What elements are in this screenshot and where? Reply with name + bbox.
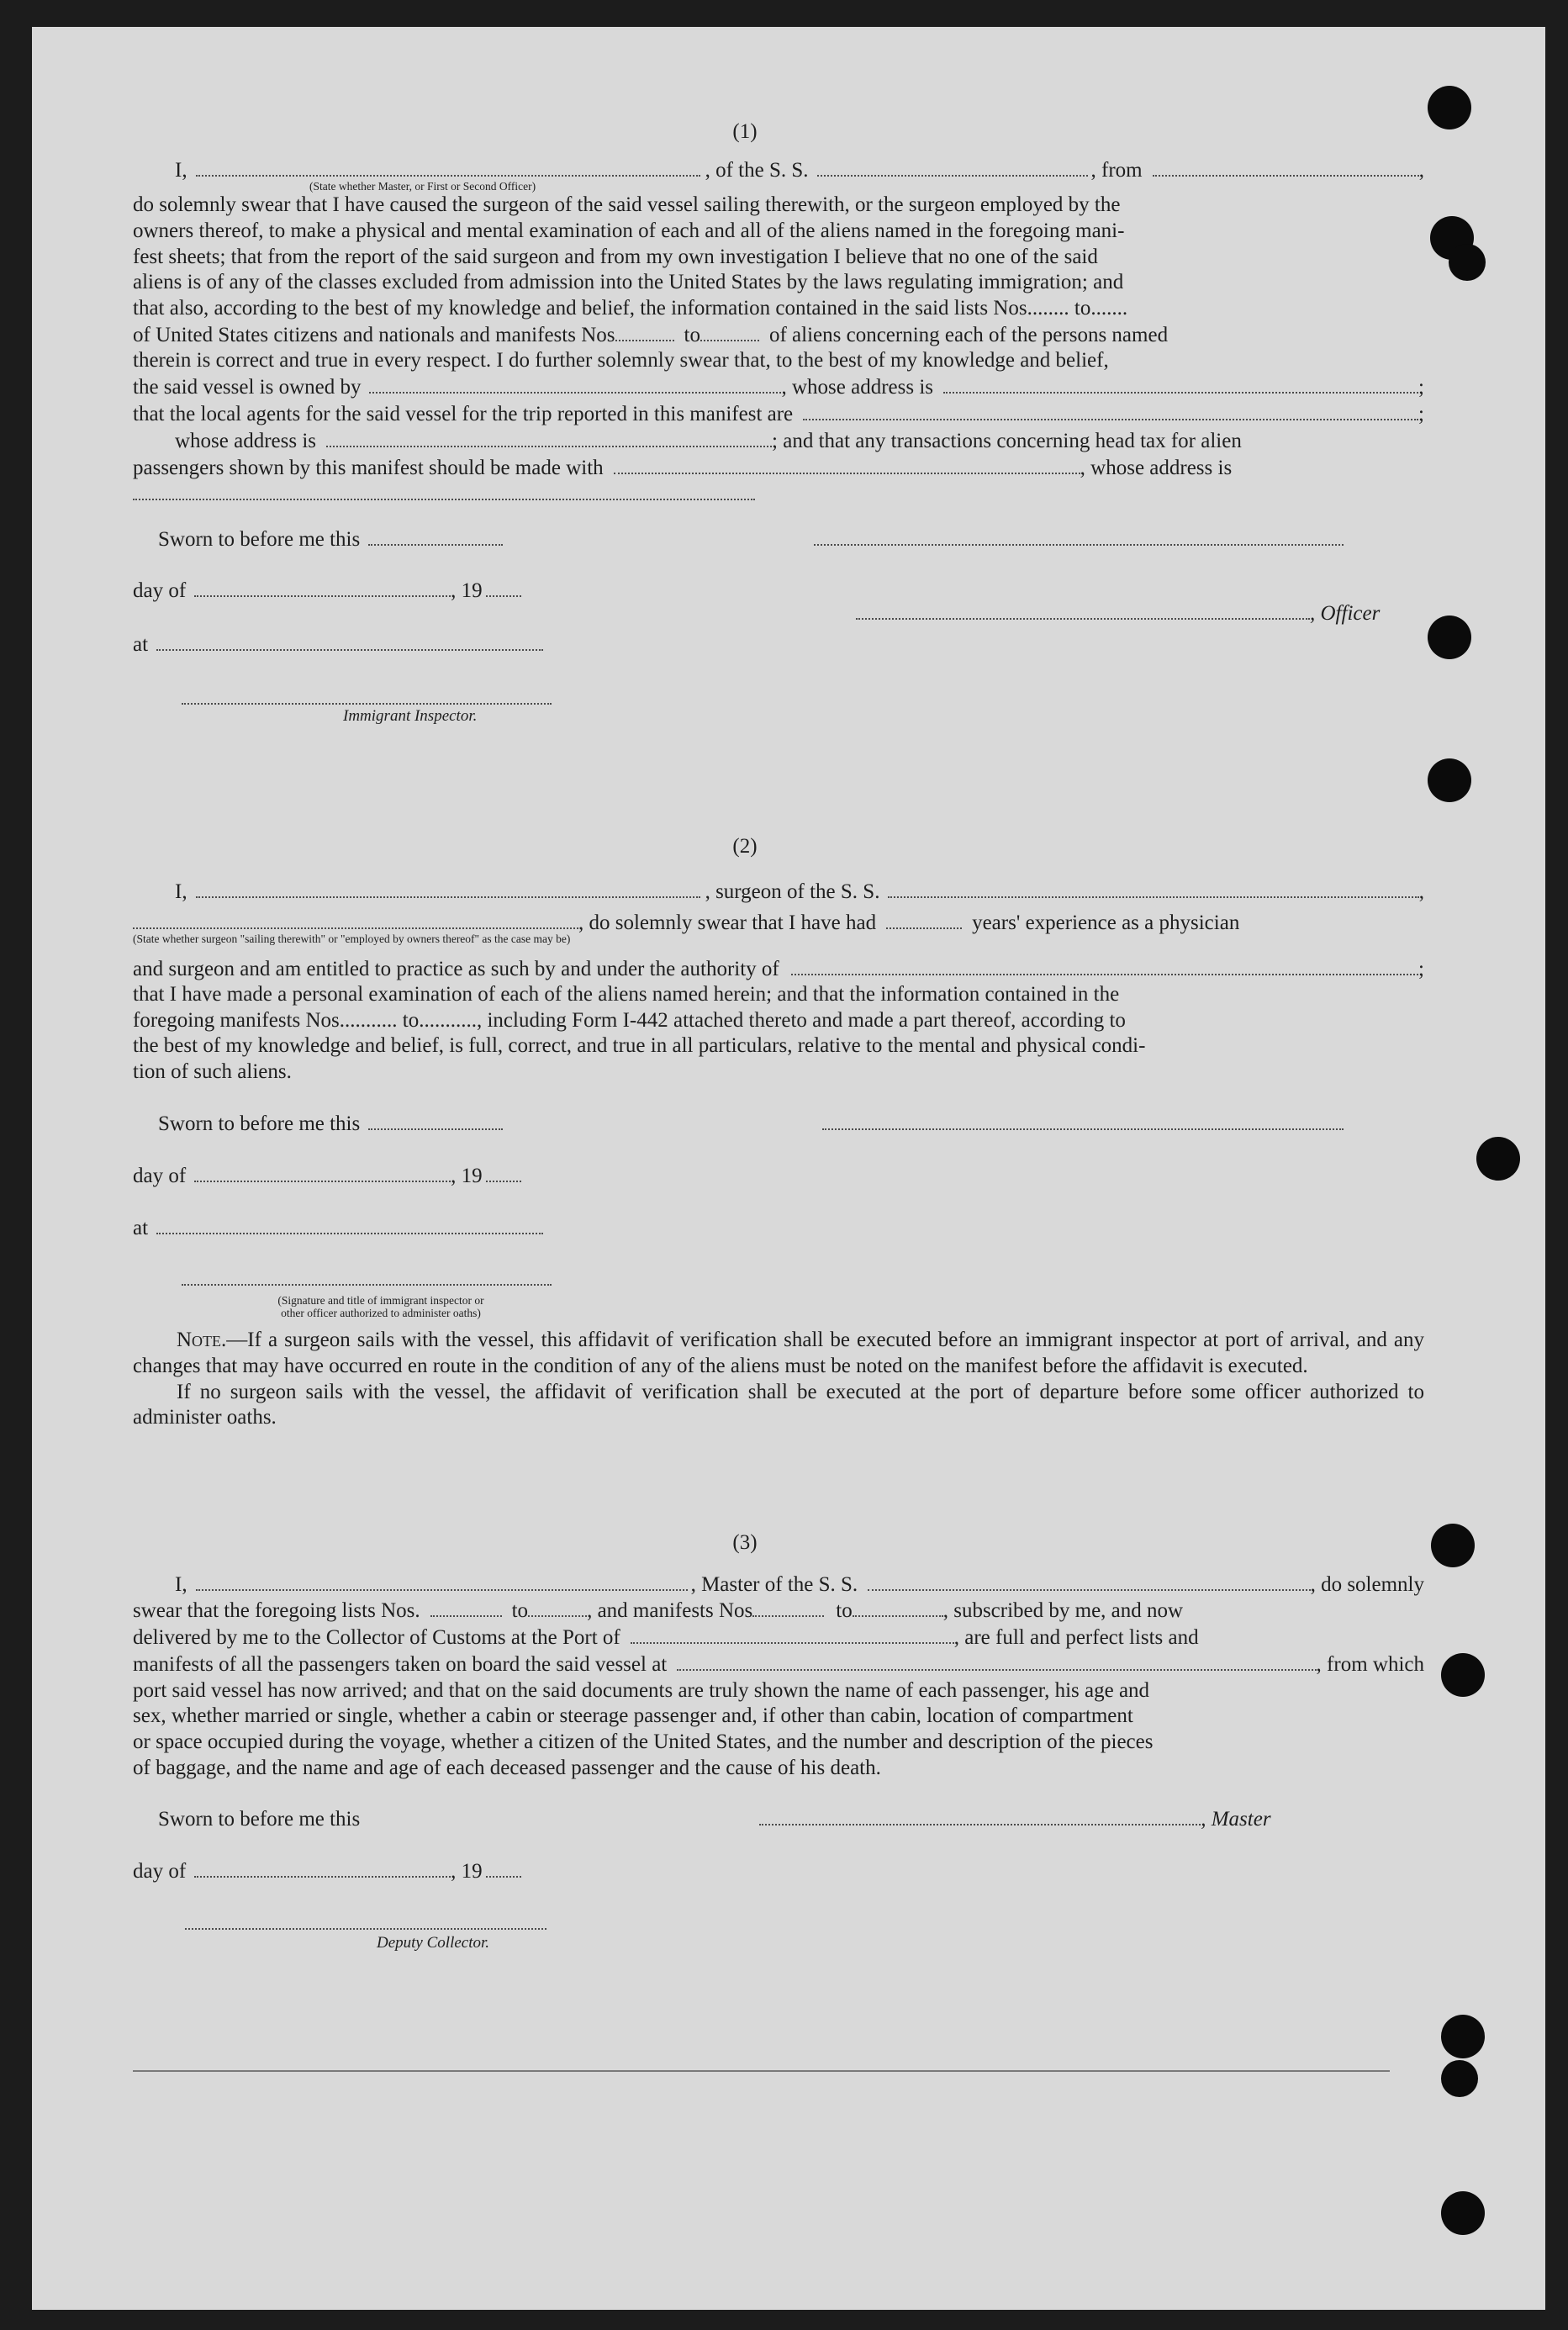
day-of-label: day of (133, 1860, 187, 1884)
surgeon-signature-field[interactable] (822, 1111, 1344, 1130)
surgeon-name-field[interactable] (196, 879, 700, 898)
master-body (133, 1678, 1424, 1781)
citizens-label: of United States citizens and nationals and manifests Nos (133, 323, 615, 346)
departure-port-field[interactable] (677, 1651, 1316, 1671)
punch-hole (1441, 2015, 1485, 2058)
inspector-caption: Immigrant Inspector. (343, 707, 478, 726)
manifest-to-field[interactable] (700, 321, 759, 341)
master-signature-field[interactable] (759, 1806, 1201, 1825)
sworn-label: Sworn to before me this (158, 1112, 361, 1135)
punch-hole (1449, 244, 1486, 281)
year-field[interactable] (486, 1858, 521, 1878)
month-field[interactable] (194, 577, 451, 596)
master-title: , Master (1201, 1808, 1271, 1831)
sworn-label: Sworn to before me this (158, 1808, 361, 1831)
note-label: Note. (177, 1329, 227, 1352)
to-label: to (511, 1599, 529, 1623)
agents-address-label: whose address is (175, 429, 317, 452)
years-field[interactable] (886, 910, 962, 929)
officer-title-field[interactable] (856, 600, 1310, 620)
signature-caption: (Signature and title of immigrant inspector or (277, 1294, 484, 1308)
signature-caption: other officer authorized to administer oaths) (281, 1307, 481, 1320)
day-of-label: day of (133, 579, 187, 602)
officer-signature-field[interactable] (814, 526, 1344, 545)
head-tax-text: ; and that any transactions concerning head tax for alien (772, 429, 1242, 452)
inspector-signature-field[interactable] (182, 1266, 552, 1286)
from-port-field[interactable] (1153, 157, 1419, 177)
section-number: (3) (732, 1530, 758, 1554)
lists-from-field[interactable] (430, 1598, 502, 1617)
sworn-date-field[interactable] (368, 526, 503, 545)
oath-line: of baggage, and the name and age of each deceased passenger and the cause of his death. (133, 1756, 881, 1779)
year-prefix: , 19 (451, 579, 483, 602)
pronoun: I, (175, 158, 187, 182)
master-name-field[interactable] (196, 1571, 688, 1590)
month-field[interactable] (194, 1858, 451, 1878)
surgeon-status-field[interactable] (133, 910, 578, 929)
whose-address-label: , whose address is (1080, 456, 1233, 479)
solemnly-label: , do solemnly (1310, 1572, 1424, 1596)
place-field[interactable] (156, 631, 543, 651)
owner-address-field[interactable] (943, 374, 1418, 394)
semicolon: ; (1418, 957, 1424, 980)
semicolon: ; (1418, 402, 1424, 425)
authority-label: and surgeon and am entitled to practice as such by and under the authority of (133, 957, 779, 980)
oath-line: do solemnly swear that I have caused the surgeon of the said vessel sailing therewith, or the surgeon employed by the (133, 193, 1121, 217)
head-tax-address-field[interactable] (133, 481, 755, 500)
master-label: , Master of the S. S. (690, 1572, 858, 1596)
note-text-2: If no surgeon sails with the vessel, the affidavit of verification shall be executed at the port of departure before some officer authorized to administer oaths. (133, 1380, 1424, 1429)
punch-hole (1428, 86, 1471, 129)
master-ship-field[interactable] (868, 1571, 1310, 1590)
year-field[interactable] (486, 1162, 521, 1181)
surgeon-body (133, 982, 1424, 1085)
experience-label: years' experience as a physician (972, 911, 1240, 934)
oath-line: fest sheets; that from the report of the said surgeon and from my own investigation I believe that no one of the said (133, 245, 1098, 268)
lists-to-field[interactable] (528, 1598, 587, 1617)
place-field[interactable] (156, 1214, 543, 1234)
head-tax-agent-field[interactable] (614, 454, 1080, 473)
oath-line: therein is correct and true in every respect. I do further solemnly swear that, to the best of my knowledge and belief, (133, 349, 1109, 372)
note-body: —If a surgeon sails with the vessel, this affidavit of verification shall be executed before an immigrant inspector at port of arrival, and any changes that may have occurred en route in the condition of any of the aliens must be noted on the manifest before the affidavit is executed. (133, 1329, 1424, 1377)
year-prefix: , 19 (451, 1164, 483, 1187)
oath-line: tion of such aliens. (133, 1060, 292, 1083)
month-field[interactable] (194, 1162, 451, 1181)
at-label: at (133, 1216, 149, 1239)
affidavit-form (133, 119, 1424, 1952)
surgeon-label: , surgeon of the S. S. (705, 880, 880, 903)
sworn-label: Sworn to before me this (158, 527, 361, 551)
oath-line: aliens is of any of the classes excluded from admission into the United States by the laws regulating immigration; and (133, 271, 1124, 294)
oath-line: or space occupied during the voyage, whether a citizen of the United States, and the number and description of the pieces (133, 1730, 1154, 1753)
comma: , (1418, 880, 1424, 903)
pronoun: I, (175, 880, 187, 903)
manifest-from-field[interactable] (615, 321, 674, 341)
form-sheet (32, 27, 1545, 2310)
passengers-label: passengers shown by this manifest should be made with (133, 456, 604, 479)
oath-line: that I have made a personal examination of each of the aliens named herein; and that the information contained in the (133, 983, 1120, 1006)
year-prefix: , 19 (451, 1860, 483, 1884)
oath-line: port said vessel has now arrived; and that on the said documents are truly shown the name of each passenger, his age and (133, 1678, 1150, 1702)
oath-line: that also, according to the best of my knowledge and belief, the information contained in the said lists Nos........ to....... (133, 296, 1128, 320)
oath-line: sex, whether married or single, whether a cabin or steerage passenger and, if other than cabin, location of compartment (133, 1704, 1133, 1728)
section-number: (2) (732, 835, 758, 859)
punch-hole (1428, 616, 1471, 659)
punch-hole (1476, 1137, 1520, 1181)
punch-hole (1428, 758, 1471, 802)
pronoun: I, (175, 1572, 187, 1596)
boarded-at-label: manifests of all the passengers taken on board the said vessel at (133, 1653, 668, 1677)
oath-line: foregoing manifests Nos........... to..........., including Form I-442 attached thereto and made a part thereof, according to (133, 1008, 1126, 1032)
ship-name-field[interactable] (817, 157, 1088, 177)
officer-field[interactable] (196, 157, 700, 177)
oath-line: the best of my knowledge and belief, is full, correct, and true in all particulars, relative to the mental and physical condi- (133, 1034, 1146, 1058)
manifests-to-field[interactable] (853, 1598, 943, 1617)
year-field[interactable] (486, 577, 521, 596)
agents-field[interactable] (803, 401, 1418, 420)
agents-address-field[interactable] (326, 428, 772, 447)
sworn-date-field[interactable] (368, 1111, 503, 1130)
deputy-caption: Deputy Collector. (377, 1934, 490, 1952)
punch-hole (1441, 2060, 1478, 2097)
from-which-label: , from which (1316, 1653, 1424, 1677)
day-of-label: day of (133, 1164, 187, 1187)
to-label: to (836, 1599, 853, 1623)
subscribed-label: , subscribed by me, and now (942, 1599, 1184, 1623)
lists-label: swear that the foregoing lists Nos. (133, 1599, 420, 1623)
note-text (133, 1328, 1424, 1379)
manifests-from-field[interactable] (752, 1598, 824, 1617)
surgeon-ship-field[interactable] (888, 879, 1418, 898)
section-number: (1) (732, 120, 758, 143)
surgeon-caption: (State whether surgeon "sailing therewith" or "employed by owners thereof" as the case may be) (133, 933, 571, 946)
punch-hole (1441, 2191, 1485, 2235)
lists-complete-label: , are full and perfect lists and (953, 1626, 1199, 1650)
authority-field[interactable] (791, 955, 1418, 975)
oath-line: owners thereof, to make a physical and mental examination of each and all of the aliens named in the foregoing mani- (133, 219, 1125, 243)
owner-label: the said vessel is owned by (133, 376, 362, 399)
officer-label: , Officer (1310, 602, 1381, 626)
owner-address-label: , whose address is (781, 376, 934, 399)
ship-label: , of the S. S. (705, 158, 809, 182)
agents-label: that the local agents for the said vessel for the trip reported in this manifest are (133, 402, 794, 425)
to-label: to (684, 323, 700, 346)
officer-caption: (State whether Master, or First or Second Officer) (309, 180, 536, 193)
manifests-label: , and manifests Nos (587, 1599, 753, 1623)
inspector-signature-field[interactable] (182, 685, 552, 705)
swear-label: , do solemnly swear that I have had (578, 911, 877, 934)
at-label: at (133, 633, 149, 657)
from-label: , from (1090, 158, 1143, 182)
semicolon: ; (1418, 376, 1424, 399)
owner-field[interactable] (369, 374, 781, 394)
collector-label: delivered by me to the Collector of Customs at the Port of (133, 1626, 620, 1650)
punch-hole (1431, 1524, 1475, 1567)
port-field[interactable] (631, 1625, 954, 1644)
punch-hole (1441, 1653, 1485, 1697)
aliens-label: of aliens concerning each of the persons named (768, 323, 1169, 346)
oath-body (133, 193, 1424, 321)
bottom-rule (133, 2070, 1390, 2072)
comma: , (1418, 158, 1424, 182)
deputy-signature-field[interactable] (185, 1910, 546, 1930)
